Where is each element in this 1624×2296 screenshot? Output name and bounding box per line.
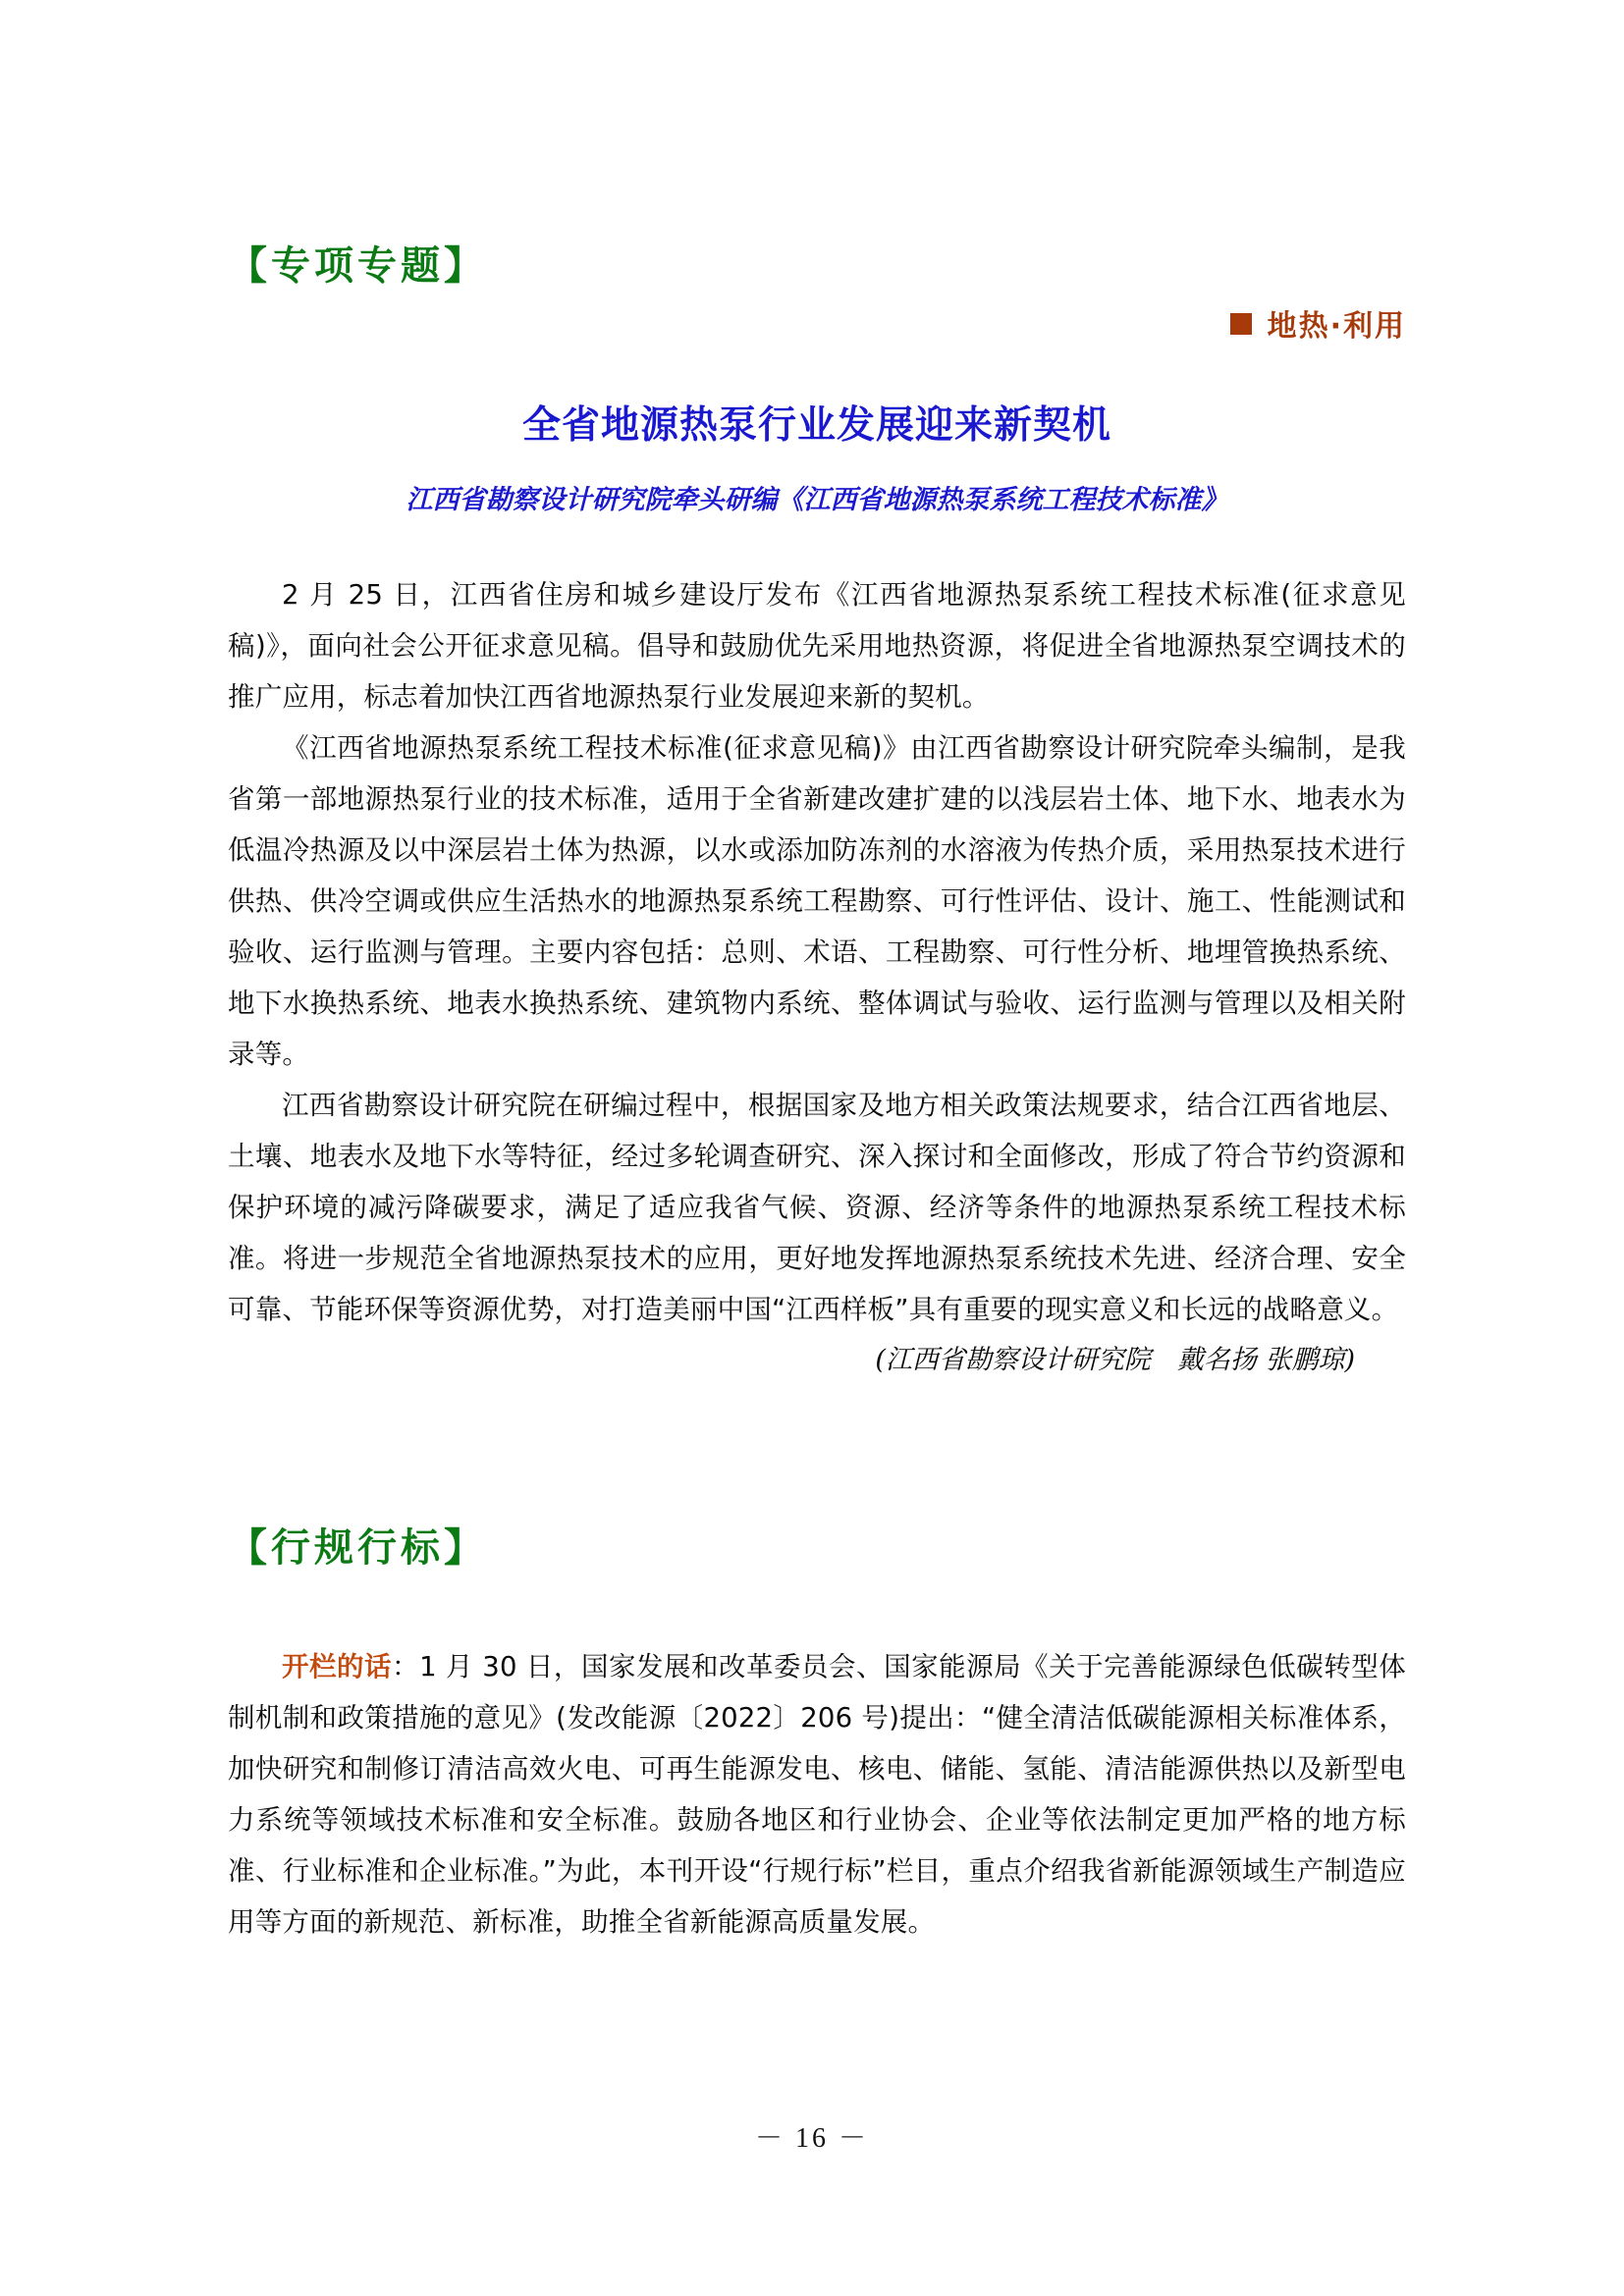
article-byline: (江西省勘察设计研究院 戴名扬 张鹏琼) (875, 1345, 1355, 1375)
body-paragraph: 2 月 25 日，江西省住房和城乡建设厅发布《江西省地源热泵系统工程技术标准(征求意见稿)》，面向社会公开征求意见稿。倡导和鼓励优先采用地热资源，将促进全省地源热泵空调技术的推广应用，标志着加快江西省地源热泵行业发展迎来新的契机。 (228, 579, 1406, 713)
column-marker-row (228, 309, 1406, 344)
article-subtitle: 江西省勘察设计研究院牵头研编《江西省地源热泵系统工程技术标准》 (406, 485, 1228, 515)
article-subtitle-wrap (228, 483, 1406, 517)
section-banner-special-topic (228, 243, 487, 289)
section-banner-industry-standards (228, 1525, 487, 1571)
body-paragraph-with-lead-in (228, 1641, 1406, 1948)
body-paragraph: 江西省勘察设计研究院在研编过程中，根据国家及地方相关政策法规要求，结合江西省地层、土壤、地表水及地下水等特征，经过多轮调查研究、深入探讨和全面修改，形成了符合节约资源和保护环境的减污降碳要求，满足了适应我省气候、资源、经济等条件的地源热泵系统工程技术标准。将进一步规范全省地源热泵技术的应用，更好地发挥地源热泵系统技术先进、经济合理、安全可靠、节能环保等资源优势，对打造美丽中国“江西样板”具有重要的现实意义和长远的战略意义。 (228, 1090, 1406, 1325)
column-marker-geothermal (228, 309, 1406, 344)
article-title: 全省地源热泵行业发展迎来新契机 (521, 403, 1111, 448)
article-body-special-topic (228, 569, 1406, 1386)
lead-in-label: 开栏的话 (282, 1651, 393, 1682)
article-body-industry-standards (228, 1641, 1406, 1948)
lead-in-separator: ： (392, 1651, 420, 1682)
page-number: － 16 － (754, 2123, 869, 2154)
lead-in-body-text: 1 月 30 日，国家发展和改革委员会、国家能源局《关于完善能源绿色低碳转型体制机制和政策措施的意见》(发改能源〔2022〕206 号)提出：“健全清洁低碳能源相关标准体系，加快研究和制修订清洁高效火电、可再生能源发电、核电、储能、氢能、清洁能源供热以及新型电力系统等领域技术标准和安全标准。鼓励各地区和行业协会、企业等依法制定更加严格的地方标准、行业标准和企业标准。”为此，本刊开设“行规行标”栏目，重点介绍我省新能源领域生产制造应用等方面的新规范、新标准，助推全省新能源高质量发展。 (228, 1651, 1406, 1938)
body-paragraph: 《江西省地源热泵系统工程技术标准(征求意见稿)》由江西省勘察设计研究院牵头编制，是我省第一部地源热泵行业的技术标准，适用于全省新建改建扩建的以浅层岩土体、地下水、地表水为低温冷热源及以中深层岩土体为热源，以水或添加防冻剂的水溶液为传热介质，采用热泵技术进行供热、供冷空调或供应生活热水的地源热泵系统工程勘察、可行性评估、设计、施工、性能测试和验收、运行监测与管理。主要内容包括：总则、术语、工程勘察、可行性分析、地埋管换热系统、地下水换热系统、地表水换热系统、建筑物内系统、整体调试与验收、运行监测与管理以及相关附录等。 (228, 732, 1406, 1070)
section-banner-label: 【行规行标】 (228, 1525, 487, 1571)
article-title-wrap (228, 402, 1406, 451)
square-bullet-icon (1230, 313, 1252, 335)
section-banner-label: 【专项专题】 (228, 243, 487, 289)
column-marker-label: 地热·利用 (1267, 309, 1406, 344)
